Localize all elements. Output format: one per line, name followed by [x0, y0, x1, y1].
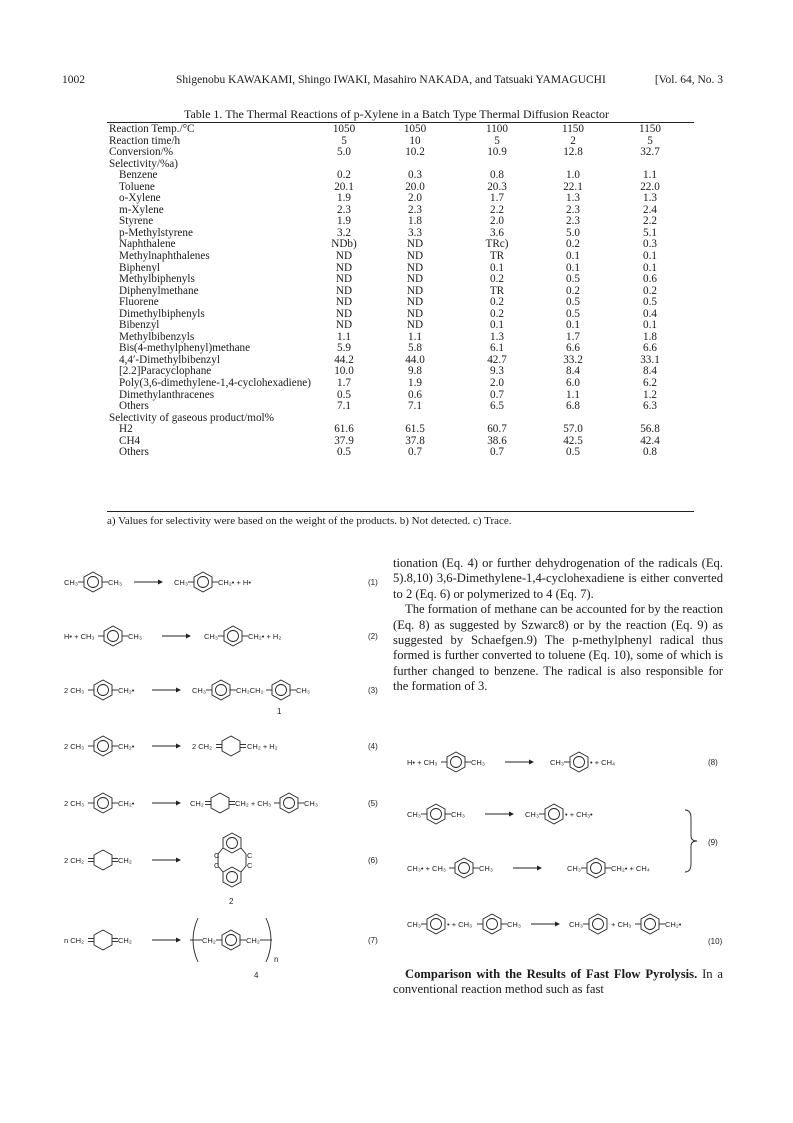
table-cell: 6.6 — [643, 342, 657, 355]
row-label: Naphthalene — [119, 238, 176, 251]
svg-text:n CH₂: n CH₂ — [64, 936, 84, 945]
table-row — [107, 286, 694, 298]
table-cell: 7.1 — [408, 400, 422, 413]
table-cell: 0.2 — [566, 238, 580, 251]
table-cell: 0.3 — [408, 169, 422, 182]
eq-num-4: (4) — [368, 742, 378, 751]
svg-text:CH₂: CH₂ — [190, 799, 204, 808]
table-cell: 3.2 — [337, 226, 351, 239]
table-cell: 9.3 — [490, 365, 504, 378]
table-cell: 6.1 — [490, 342, 504, 355]
table-cell: 3.3 — [408, 226, 422, 239]
table-cell: 6.3 — [643, 400, 657, 413]
row-label: Dimethylanthracenes — [119, 388, 215, 401]
table-cell: 0.8 — [490, 169, 504, 182]
table-cell: 0.2 — [490, 273, 504, 286]
equation-9 — [407, 804, 718, 878]
table-cell: 42.5 — [563, 434, 583, 447]
table-cell: 6.5 — [490, 400, 504, 413]
equation-6 — [64, 833, 378, 906]
table-cell: 0.2 — [337, 169, 351, 182]
table-cell: 2 — [570, 134, 576, 147]
table-cell: 1.1 — [337, 330, 351, 343]
table-cell: 6.2 — [643, 377, 657, 390]
table-cell: 0.6 — [643, 273, 657, 286]
table-cell: ND — [406, 284, 424, 297]
table-cell: 1.1 — [408, 330, 422, 343]
row-label: Others — [119, 446, 149, 459]
svg-text:C: C — [214, 861, 220, 870]
svg-text:2 CH₃: 2 CH₃ — [64, 686, 85, 695]
table-cell: 0.2 — [566, 284, 580, 297]
table-cell: 22.0 — [640, 180, 660, 193]
table-cell: 0.5 — [566, 446, 580, 459]
equation-10 — [407, 914, 723, 946]
eq-num-7: (7) — [368, 936, 378, 945]
svg-text:CH₃: CH₃ — [550, 758, 564, 767]
table-cell: 5.9 — [337, 342, 351, 355]
table-row — [107, 309, 694, 321]
svg-text:CH₃: CH₃ — [507, 920, 521, 929]
row-label: Methylbibenzyls — [119, 330, 195, 343]
table-cell: 1150 — [562, 123, 584, 135]
table-cell: 2.0 — [490, 215, 504, 228]
table-cell: ND — [406, 307, 424, 320]
table-cell: 2.3 — [408, 203, 422, 216]
equation-7 — [64, 918, 378, 980]
row-label: H2 — [119, 423, 133, 436]
svg-text:CH₂•: CH₂• — [665, 920, 682, 929]
compound-label-1: 1 — [277, 707, 282, 716]
eq-num-9: (9) — [708, 838, 718, 847]
row-label: Others — [119, 400, 149, 413]
svg-text:CH₃: CH₃ — [525, 810, 539, 819]
svg-text:CH₃• + CH₃: CH₃• + CH₃ — [407, 864, 446, 873]
table-cell: ND — [406, 261, 424, 274]
table-cell: 5.0 — [566, 226, 580, 239]
svg-text:CH₃: CH₃ — [471, 758, 485, 767]
svg-text:• + CH₄: • + CH₄ — [590, 758, 616, 767]
table-cell: 5.8 — [408, 342, 422, 355]
svg-text:CH₃: CH₃ — [192, 686, 206, 695]
row-label: Biphenyl — [119, 261, 161, 274]
table-row — [107, 193, 694, 205]
equation-1 — [64, 572, 378, 592]
table-row — [107, 159, 694, 171]
table-cell: 42.7 — [487, 353, 507, 366]
table-cell: 5 — [494, 134, 500, 147]
table-cell: 42.4 — [640, 434, 660, 447]
svg-text:• + CH₃•: • + CH₃• — [565, 810, 593, 819]
table-cell: 56.8 — [640, 423, 660, 436]
table-cell: TR — [489, 250, 505, 263]
table-cell: 60.7 — [487, 423, 507, 436]
svg-text:CH₃: CH₃ — [451, 810, 465, 819]
table-cell: 3.6 — [490, 226, 504, 239]
table-row — [107, 170, 694, 182]
table-cell: 1.3 — [643, 192, 657, 205]
table-cell: 0.8 — [643, 446, 657, 459]
row-label: Conversion/% — [109, 146, 174, 159]
table-cell: 2.3 — [337, 203, 351, 216]
svg-text:CH₃: CH₃ — [128, 632, 142, 641]
table-cell: ND — [406, 273, 424, 286]
table-cell: 61.5 — [405, 423, 425, 436]
table-cell: 33.1 — [640, 353, 660, 366]
table-cell: 0.3 — [643, 238, 657, 251]
table-cell: TR — [489, 284, 505, 297]
table-cell: 32.7 — [640, 146, 660, 159]
table-cell: 44.2 — [334, 353, 354, 366]
paragraph-dehydrogenation: tionation (Eq. 4) or further dehydrogenation of the radicals (Eq. 5).8,10) 3,6-Dimethylene-1,4-cyclohexadiene is either converted to 2 (Eq. 6) or polymerized to 4 (Eq. 7). — [393, 556, 723, 601]
table-cell: 2.3 — [566, 215, 580, 228]
svg-text:CH₃: CH₃ — [407, 810, 421, 819]
table-cell: 12.8 — [563, 146, 583, 159]
table-cell: 9.8 — [408, 365, 422, 378]
svg-text:CH₃: CH₃ — [569, 920, 583, 929]
table-cell: ND — [335, 261, 353, 274]
svg-text:CH₃: CH₃ — [407, 920, 421, 929]
table-cell: 10.0 — [334, 365, 354, 378]
table-cell: 1.7 — [490, 192, 504, 205]
table-cell: 0.1 — [643, 261, 657, 274]
table-cell: 2.2 — [643, 215, 657, 228]
row-label: [2.2]Paracyclophane — [119, 365, 212, 378]
row-label: Methylbiphenyls — [119, 273, 195, 286]
table-cell: 37.9 — [334, 434, 354, 447]
svg-text:CH₂ + CH₃: CH₂ + CH₃ — [235, 799, 272, 808]
table-cell: 0.1 — [566, 261, 580, 274]
row-label: Benzene — [119, 169, 158, 182]
data-table — [107, 124, 694, 459]
table-cell: 0.6 — [408, 388, 422, 401]
polymer-subscript-n: n — [274, 955, 279, 964]
table-row — [107, 228, 694, 240]
table-cell: 1.1 — [643, 169, 657, 182]
eq-num-1: (1) — [368, 578, 378, 587]
table-cell: 1.3 — [490, 330, 504, 343]
equation-4 — [64, 736, 378, 756]
table-row — [107, 182, 694, 194]
svg-text:CH₂: CH₂ — [118, 936, 132, 945]
table-cell: 5.1 — [643, 226, 657, 239]
table-row — [107, 274, 694, 286]
svg-text:CH₂•: CH₂• — [118, 686, 135, 695]
table-cell: 1.9 — [337, 215, 351, 228]
svg-text:CH₂• + H₂: CH₂• + H₂ — [248, 632, 282, 641]
table-cell: 1.7 — [566, 330, 580, 343]
table-cell: ND — [335, 250, 353, 263]
section-heading: Comparison with the Results of Fast Flow Pyrolysis. — [405, 967, 698, 981]
table-title: Table 1. The Thermal Reactions of p-Xylene in a Batch Type Thermal Diffusion Reactor — [183, 107, 610, 121]
table-row — [107, 390, 694, 402]
table-cell: 2.2 — [490, 203, 504, 216]
table-cell: 10.9 — [487, 146, 507, 159]
table-cell: 1.8 — [408, 215, 422, 228]
table-row — [107, 320, 694, 332]
page-number: 1002 — [62, 74, 85, 86]
table-cell: 0.5 — [566, 273, 580, 286]
compound-label-2: 2 — [229, 897, 234, 906]
table-cell: 57.0 — [563, 423, 583, 436]
equation-2 — [64, 626, 378, 646]
table-cell: 8.4 — [643, 365, 657, 378]
svg-text:+ CH₃: + CH₃ — [611, 920, 632, 929]
row-label: Methylnaphthalenes — [119, 250, 210, 263]
table-cell: 20.0 — [405, 180, 425, 193]
table-cell: 0.5 — [337, 388, 351, 401]
table-cell: ND — [406, 296, 424, 309]
row-label: Reaction Temp./°C — [109, 123, 195, 135]
table-cell: 6.8 — [566, 400, 580, 413]
table-cell: 0.7 — [408, 446, 422, 459]
body-text-right-top — [393, 556, 723, 695]
section-text: In a conventional reaction method such as fast — [393, 967, 724, 997]
eq-num-10: (10) — [708, 937, 723, 946]
table-row — [107, 124, 694, 136]
running-header-authors: Shigenobu KAWAKAMI, Shingo IWAKI, Masahiro NAKADA, and Tatsuaki YAMAGUCHI — [176, 74, 606, 86]
table-row — [107, 251, 694, 263]
svg-text:H• + CH₃: H• + CH₃ — [407, 758, 438, 767]
table-cell: 2.4 — [643, 203, 657, 216]
table-cell: 1.3 — [566, 192, 580, 205]
table-cell: 1.7 — [337, 377, 351, 390]
svg-text:2 CH₃: 2 CH₃ — [64, 799, 85, 808]
svg-text:H• + CH₃: H• + CH₃ — [64, 632, 95, 641]
svg-text:2 CH₂: 2 CH₂ — [64, 856, 84, 865]
table-top-rule — [107, 122, 694, 123]
svg-text:CH₃: CH₃ — [174, 578, 188, 587]
table-cell: 1.8 — [643, 330, 657, 343]
table-cell: ND — [406, 250, 424, 263]
table-cell: 0.5 — [337, 446, 351, 459]
table-cell: 1150 — [639, 123, 661, 135]
section-comparison — [393, 967, 723, 998]
table-cell: 61.6 — [334, 423, 354, 436]
table-row — [107, 147, 694, 159]
svg-text:C: C — [214, 851, 220, 860]
table-row — [107, 205, 694, 217]
table-cell: 0.5 — [566, 296, 580, 309]
table-row — [107, 413, 694, 425]
svg-text:CH₃: CH₃ — [567, 864, 581, 873]
svg-text:CH₂ + H₂: CH₂ + H₂ — [247, 742, 278, 751]
table-row — [107, 136, 694, 148]
svg-text:CH₃: CH₃ — [204, 632, 218, 641]
row-label: Toluene — [119, 180, 155, 193]
table-cell: 2.3 — [566, 203, 580, 216]
equation-3 — [64, 680, 378, 716]
table-cell: ND — [335, 284, 353, 297]
table-cell: 20.1 — [334, 180, 354, 193]
row-label: Selectivity/%a) — [109, 157, 178, 170]
table-cell: 33.2 — [563, 353, 583, 366]
table-cell: 6.6 — [566, 342, 580, 355]
table-row — [107, 424, 694, 436]
svg-text:CH₃: CH₃ — [64, 578, 78, 587]
row-label: CH4 — [119, 434, 141, 447]
table-cell: 2.0 — [408, 192, 422, 205]
eq-num-8: (8) — [708, 758, 718, 767]
eq-num-6: (6) — [368, 856, 378, 865]
svg-text:CH₂•: CH₂• — [118, 799, 135, 808]
row-label: p-Methylstyrene — [119, 226, 193, 239]
table-cell: ND — [406, 319, 424, 332]
table-cell: 1100 — [486, 123, 508, 135]
table-cell: 0.5 — [643, 296, 657, 309]
table-cell: 44.0 — [405, 353, 425, 366]
row-label: Diphenylmethane — [119, 284, 199, 297]
table-cell: 6.0 — [566, 377, 580, 390]
table-cell: ND — [335, 307, 353, 320]
table-cell: NDb) — [331, 238, 357, 251]
row-label: Selectivity of gaseous product/mol% — [109, 411, 274, 424]
table-cell: ND — [335, 296, 353, 309]
row-label: Dimethylbiphenyls — [119, 307, 205, 320]
table-cell: 0.2 — [643, 284, 657, 297]
table-cell: 1.1 — [566, 388, 580, 401]
table-cell: 1050 — [403, 123, 427, 135]
table-cell: 0.1 — [490, 319, 504, 332]
reaction-scheme-left — [62, 560, 392, 990]
table-row — [107, 378, 694, 390]
svg-text:C: C — [247, 861, 253, 870]
table-cell: TRc) — [485, 238, 509, 251]
table-cell: 7.1 — [337, 400, 351, 413]
compound-label-4: 4 — [254, 971, 259, 980]
table-cell: 0.2 — [490, 307, 504, 320]
table-footnote: a) Values for selectivity were based on the weight of the products. b) Not detected. c) Trace. — [107, 515, 512, 527]
table-cell: ND — [335, 319, 353, 332]
row-label: 4,4′-Dimethylbibenzyl — [119, 353, 220, 366]
table-row — [107, 401, 694, 413]
row-label: o-Xylene — [119, 192, 161, 205]
row-label: m-Xylene — [119, 203, 164, 216]
table-cell: 0.5 — [566, 307, 580, 320]
table-cell: 0.1 — [643, 250, 657, 263]
svg-text:CH₃: CH₃ — [304, 799, 318, 808]
table-cell: 0.2 — [490, 296, 504, 309]
table-row — [107, 216, 694, 228]
row-label: Poly(3,6-dimethylene-1,4-cyclohexadiene) — [119, 377, 311, 390]
table-bottom-rule — [107, 511, 694, 512]
svg-text:CH₃: CH₃ — [479, 864, 493, 873]
table-cell: 8.4 — [566, 365, 580, 378]
svg-text:CH₂• + H•: CH₂• + H• — [218, 578, 251, 587]
table-cell: 1.9 — [408, 377, 422, 390]
svg-text:CH₃: CH₃ — [296, 686, 310, 695]
table-cell: 0.1 — [643, 319, 657, 332]
table-row — [107, 436, 694, 448]
row-label: Bis(4-methylphenyl)methane — [119, 342, 251, 355]
table-cell: 22.1 — [563, 180, 583, 193]
eq-num-3: (3) — [368, 686, 378, 695]
table-cell: 1.0 — [566, 169, 580, 182]
svg-text:CH₂: CH₂ — [118, 856, 132, 865]
table-cell: 37.8 — [405, 434, 425, 447]
table-cell: 20.3 — [487, 180, 507, 193]
equation-5 — [64, 793, 378, 813]
svg-text:CH₂• + CH₄: CH₂• + CH₄ — [611, 864, 650, 873]
table-cell: 10 — [409, 134, 421, 147]
table-cell: 38.6 — [487, 434, 507, 447]
table-cell: 2.0 — [490, 377, 504, 390]
equation-8 — [407, 752, 718, 772]
paragraph-methane: The formation of methane can be accounted for by the reaction (Eq. 8) as suggested by Szwarc8) or by the reaction (Eq. 9) as suggested by Schaefgen.9) The p-methylphenyl radical thus formed is further converted to toluene (Eq. 10), some of which is further changed to benzene. The radical is also responsible for the formation of 3. — [393, 602, 723, 694]
table-cell: 5 — [647, 134, 653, 147]
table-cell: ND — [406, 238, 424, 251]
table-cell: 0.1 — [566, 319, 580, 332]
row-label: Bibenzyl — [119, 319, 160, 332]
svg-text:C: C — [247, 851, 253, 860]
table-cell: 5 — [341, 134, 347, 147]
table-cell: 1.2 — [643, 388, 657, 401]
table-cell: 5.0 — [337, 146, 351, 159]
table-cell: 0.1 — [490, 261, 504, 274]
svg-text:CH₃: CH₃ — [108, 578, 122, 587]
table-cell: 0.7 — [490, 446, 504, 459]
svg-text:CH₂: CH₂ — [246, 936, 260, 945]
svg-text:2 CH₂: 2 CH₂ — [192, 742, 212, 751]
svg-text:CH₂CH₂: CH₂CH₂ — [236, 686, 264, 695]
svg-text:CH₂: CH₂ — [202, 936, 216, 945]
table-cell: 0.4 — [643, 307, 657, 320]
table-cell: ND — [335, 273, 353, 286]
table-cell: 0.7 — [490, 388, 504, 401]
table-cell: 1.9 — [337, 192, 351, 205]
eq-num-2: (2) — [368, 632, 378, 641]
row-label: Styrene — [119, 215, 154, 228]
eq-num-5: (5) — [368, 799, 378, 808]
row-label: Fluorene — [119, 296, 159, 309]
running-header-volume: [Vol. 64, No. 3 — [654, 74, 723, 86]
svg-text:CH₂•: CH₂• — [118, 742, 135, 751]
svg-text:• + CH₃: • + CH₃ — [447, 920, 473, 929]
svg-text:2 CH₃: 2 CH₃ — [64, 742, 85, 751]
table-cell: 1050 — [332, 123, 356, 135]
table-cell: 0.1 — [566, 250, 580, 263]
table-row — [107, 263, 694, 275]
row-label: Reaction time/h — [109, 134, 181, 147]
reaction-scheme-right — [405, 748, 725, 958]
table-cell: 10.2 — [405, 146, 425, 159]
table-row — [107, 447, 694, 459]
